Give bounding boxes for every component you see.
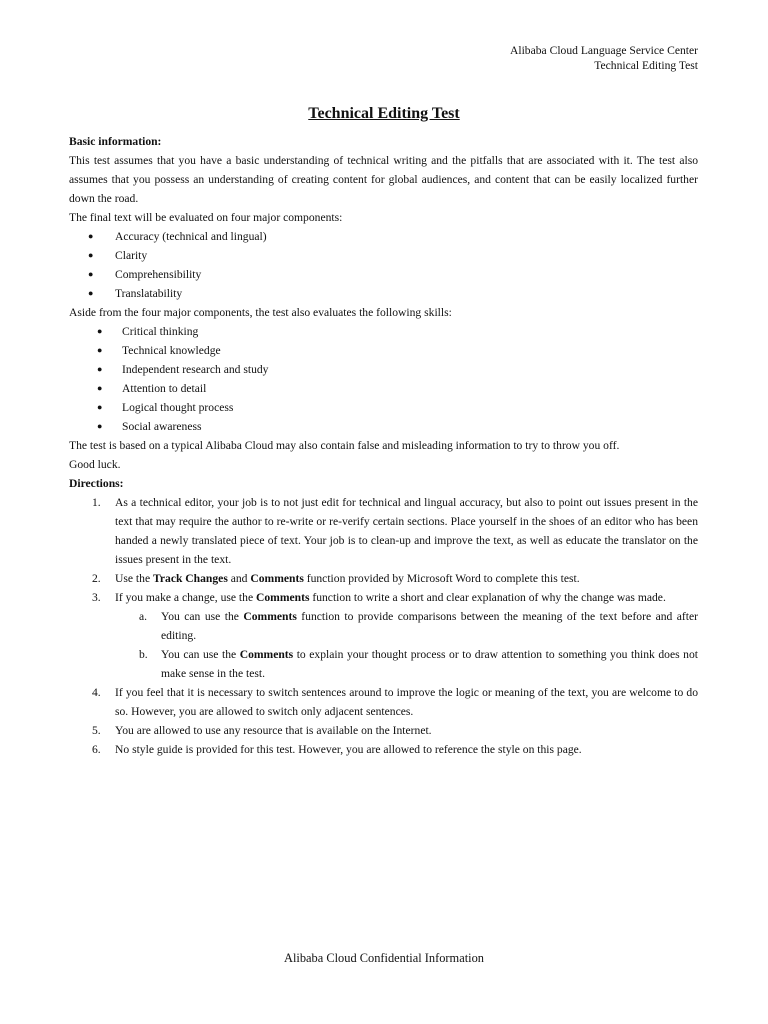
header-organization: Alibaba Cloud Language Service Center	[509, 44, 698, 57]
good-luck-text: Good luck.	[69, 458, 121, 471]
page-footer: Alibaba Cloud Confidential Information	[284, 951, 484, 965]
document-body	[69, 132, 698, 759]
list-item: ● Technical knowledge	[69, 341, 698, 360]
list-letter: b.	[139, 648, 148, 661]
skills-list	[69, 322, 698, 436]
list-letter: a.	[139, 610, 148, 623]
direction-item-1: 1. As a technical editor, your job is to not just edit for technical and lingual accuracy, but also to point out issues present in the text that may require the author to re-write or re-verify certain sections. Place yourself in the shoes of an editor who has been handed a newly translated piece of text. Your job is to clean-up and improve the text, as well as educate the translator on the issues present in the text.	[69, 493, 698, 569]
list-item: ● Accuracy (technical and lingual)	[69, 227, 698, 246]
bullet-icon: ●	[88, 250, 94, 260]
list-item: ● Attention to detail	[69, 379, 698, 398]
direction-item-6: 6. No style guide is provided for this test. However, you are allowed to reference the style on this page.	[69, 740, 698, 759]
direction-item-5: 5. You are allowed to use any resource that is available on the Internet.	[69, 721, 698, 740]
directions-list	[69, 493, 698, 759]
list-number: 6.	[92, 743, 101, 756]
bullet-icon: ●	[97, 421, 103, 431]
list-item: ● Clarity	[69, 246, 698, 265]
comments-term: Comments	[243, 610, 297, 623]
test-basis-paragraph: The test is based on a typical Alibaba Cloud may also contain false and misleading information to try to throw you off.	[69, 439, 620, 452]
list-number: 2.	[92, 572, 101, 585]
page-title: Technical Editing Test	[308, 105, 460, 122]
track-changes-term: Track Changes	[153, 572, 228, 585]
bullet-icon: ●	[88, 231, 94, 241]
direction-item-3a: a. You can use the Comments function to provide comparisons between the meaning of the text before and after editing.	[114, 607, 698, 645]
list-item: ● Critical thinking	[69, 322, 698, 341]
bullet-icon: ●	[88, 288, 94, 298]
page-header	[510, 43, 698, 73]
list-number: 3.	[92, 591, 101, 604]
bullet-icon: ●	[97, 364, 103, 374]
comments-term: Comments	[256, 591, 310, 604]
list-number: 4.	[92, 686, 101, 699]
directions-heading: Directions:	[69, 477, 124, 490]
comments-term: Comments	[239, 648, 294, 661]
list-item: ● Comprehensibility	[69, 265, 698, 284]
components-list	[69, 227, 698, 303]
bullet-icon: ●	[97, 383, 103, 393]
direction-3-sublist	[115, 607, 698, 683]
list-item: ● Translatability	[69, 284, 698, 303]
bullet-icon: ●	[97, 326, 103, 336]
list-item: ● Logical thought process	[69, 398, 698, 417]
list-number: 5.	[92, 724, 101, 737]
skills-intro: Aside from the four major components, the test also evaluates the following skills:	[69, 306, 452, 319]
bullet-icon: ●	[97, 345, 103, 355]
header-document-name: Technical Editing Test	[594, 59, 698, 72]
direction-item-2: 2. Use the Track Changes and Comments function provided by Microsoft Word to complete this test.	[69, 569, 698, 588]
list-number: 1.	[92, 496, 101, 509]
comments-term: Comments	[250, 572, 304, 585]
bullet-icon: ●	[97, 402, 103, 412]
direction-item-3b: b. You can use the Comments to explain your thought process or to draw attention to something you think does not make sense in the test.	[114, 645, 698, 683]
basic-info-heading: Basic information:	[69, 135, 162, 148]
list-item: ● Social awareness	[69, 417, 698, 436]
list-item: ● Independent research and study	[69, 360, 698, 379]
direction-item-3: 3. If you make a change, use the Comments function to write a short and clear explanation of why the change was made. a. You can use the Comments function to provide comparisons between the meaning of the text before and after editing. b. You can use the Comments to explain your thought process or to draw attention to something you think does not make sense in the test.	[69, 588, 698, 683]
components-intro: The final text will be evaluated on four major components:	[69, 211, 343, 224]
direction-item-4: 4. If you feel that it is necessary to switch sentences around to improve the logic or meaning of the text, you are welcome to do so. However, you are allowed to switch only adjacent sentences.	[69, 683, 698, 721]
intro-paragraph: This test assumes that you have a basic understanding of technical writing and the pitfalls that are associated with it. The test also assumes that you possess an understanding of creating content for global audiences, and content that can be easily localized further down the road.	[69, 154, 698, 205]
bullet-icon: ●	[88, 269, 94, 279]
